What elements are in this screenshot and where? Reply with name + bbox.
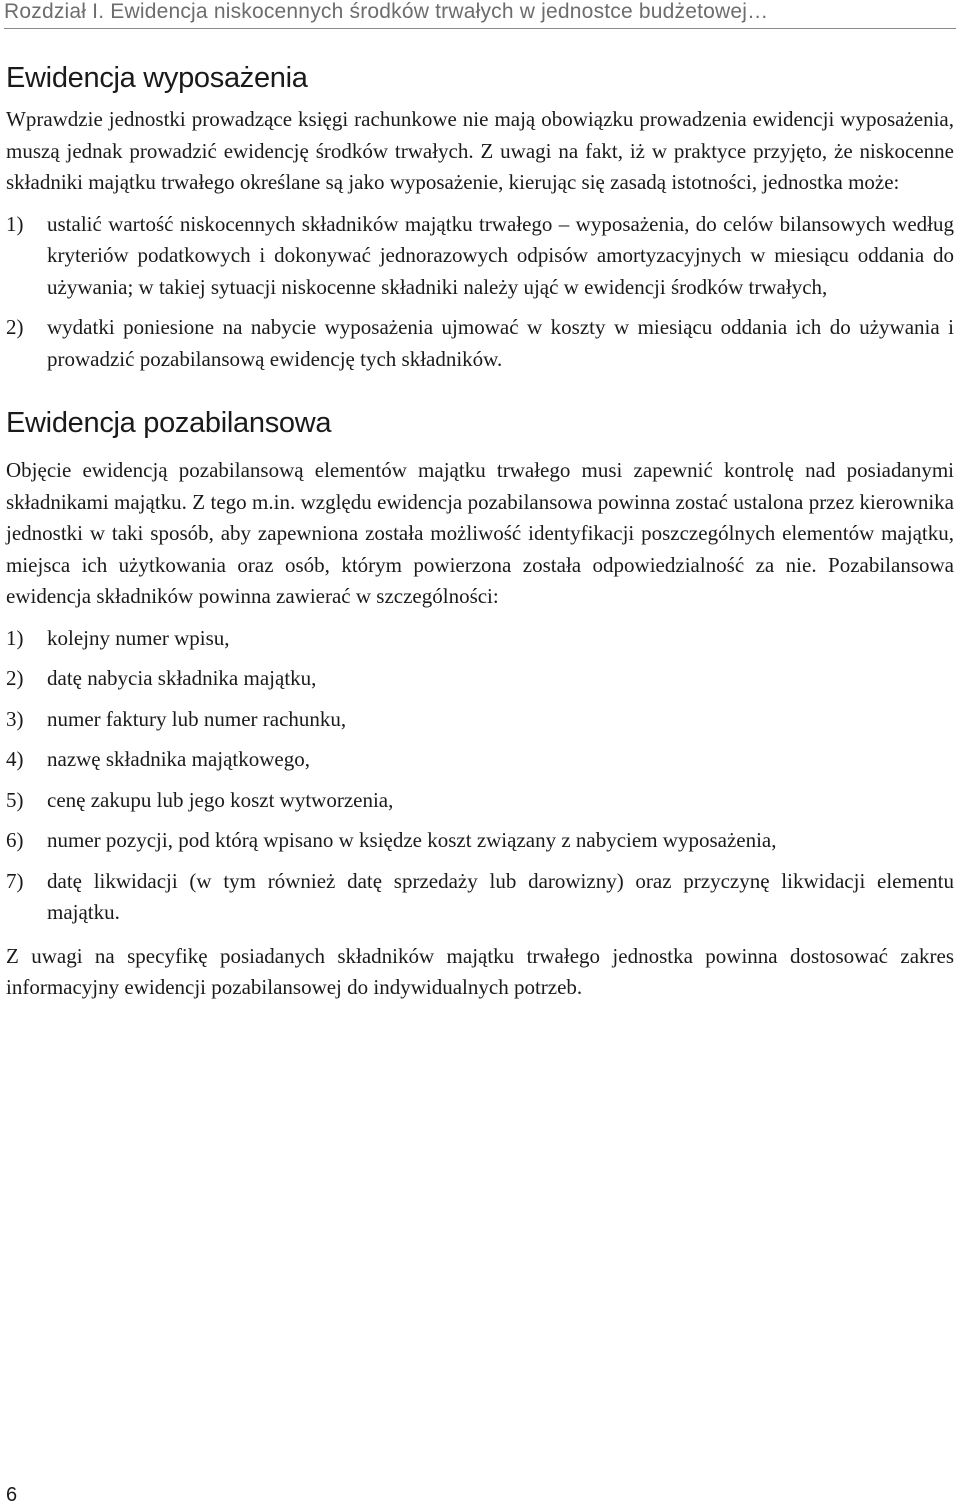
closing-paragraph: Z uwagi na specyfikę posiadanych składników majątku trwałego jednostka powinna dostosować zakres informacyjny ewidencji pozabilansowej do indywidualnych potrzeb. [6,943,954,999]
list-item [6,866,954,929]
list-item [6,704,954,736]
list-item-text: ustalić wartość niskocennych składników majątku trwałego – wyposażenia, do celów bilansowych według kryteriów podatkowych i dokonywać jednorazowych odpisów amortyzacyjnych w miesiącu oddania do używania; w takiej sytuacji niskocenne składniki należy ująć w ewidencji środków trwałych, [47,211,954,299]
list-item [6,744,954,776]
intro-paragraph: Wprawdzie jednostki prowadzące księgi rachunkowe nie mają obowiązku prowadzenia ewidencji wyposażenia, muszą jednak prowadzić ewidencję środków trwałych. Z uwagi na fakt, iż w praktyce przyjęto, że niskocenne składniki majątku trwałego określane są jako wyposażenie, kierując się zasadą istotności, jednostka może: [6,107,954,194]
list-item-number: 7) [6,868,24,893]
list-item-text: datę nabycia składnika majątku, [47,666,317,690]
list-item-text: numer faktury lub numer rachunku, [47,706,347,731]
list-item [6,623,954,655]
section-title-wyposazenie: Ewidencja wyposażenia [6,62,308,94]
list-item-number: 6) [6,828,24,852]
list-item-number: 2) [6,315,24,339]
list-item-text: datę likwidacji (w tym również datę sprzedaży lub darowizny) oraz przyczynę likwidacji elementu majątku. [47,868,954,924]
list-item-text: wydatki poniesione na nabycie wyposażenia ujmować w koszty w miesiącu oddania ich do używania i prowadzić pozabilansową ewidencję tych składników. [47,315,954,371]
list-item [6,825,954,857]
list-item-text: nazwę składnika majątkowego, [47,747,310,771]
list-item [6,312,954,375]
list-item-number: 3) [6,706,24,731]
required-fields-list [6,623,954,929]
list-item-number: 5) [6,787,24,812]
page-number: 6 [6,1484,18,1506]
page-content [6,56,954,1004]
list-item-number: 1) [6,625,24,650]
list-item-number: 2) [6,666,24,690]
list-item-text: numer pozycji, pod którą wpisano w księdze koszt związany z nabyciem wyposażenia, [47,828,777,852]
list-item [6,785,954,817]
list-item [6,209,954,304]
list-item-number: 4) [6,747,24,771]
section-title-pozabilansowa: Ewidencja pozabilansowa [6,407,332,439]
body-paragraph: Objęcie ewidencją pozabilansową elementów majątku trwałego musi zapewnić kontrolę nad posiadanymi składnikami majątku. Z tego m.in. względu ewidencja pozabilansowa powinna zostać ustalona przez kierownika jednostki w taki sposób, aby zapewniona została możliwość identyfikacji poszczególnych elementów majątku, miejsca ich użytkowania oraz osób, którym powierzona została odpowiedzialność za nie. Pozabilansowa ewidencja składników powinna zawierać w szczególności: [6,458,954,608]
running-head: Rozdział I. Ewidencja niskocennych środków trwałych w jednostce budżetowej… [4,0,956,29]
options-list [6,209,954,376]
list-item-number: 1) [6,211,24,236]
list-item [6,663,954,695]
list-item-text: kolejny numer wpisu, [47,625,230,650]
list-item-text: cenę zakupu lub jego koszt wytworzenia, [47,787,394,812]
